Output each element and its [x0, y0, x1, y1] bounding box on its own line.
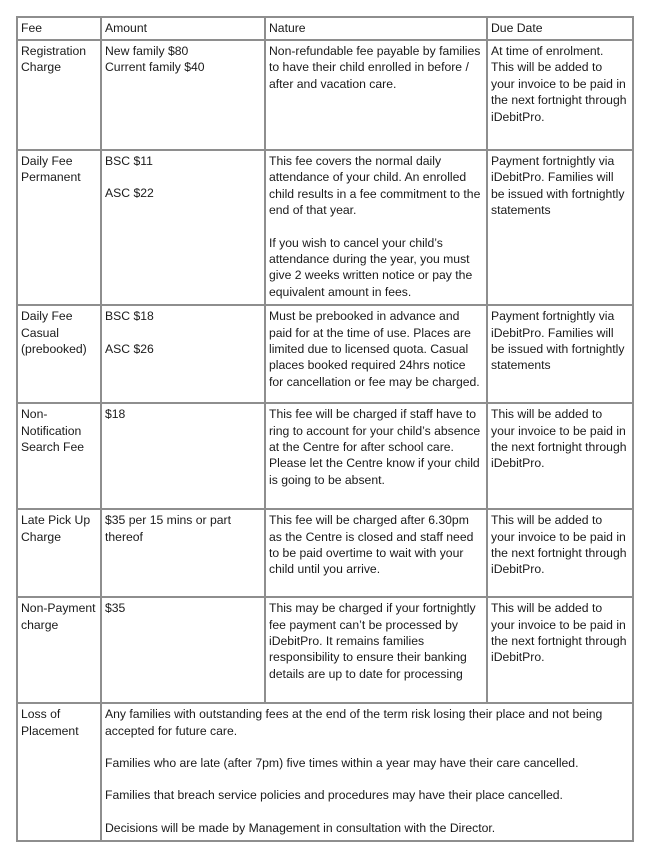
due-date-cell: This will be added to your invoice to be paid in the next fortnight through iDebitPro.: [487, 509, 633, 597]
table-row-daily-fee-permanent: [17, 150, 633, 305]
fee-cell: Non-Notification Search Fee: [17, 403, 101, 509]
due-date-cell: Payment fortnightly via iDebitPro. Families will be issued with fortnightly statements: [487, 150, 633, 305]
nature-cell: This fee will be charged if staff have to ring to account for your child’s absence at the Centre for after school care. Please let the Centre know if your child is going to be absent.: [265, 403, 487, 509]
policy-paragraph: Any families with outstanding fees at the end of the term risk losing their place and not being accepted for future care.: [105, 707, 603, 738]
table-row-registration: [17, 40, 633, 150]
header-due-date: Due Date: [487, 17, 633, 40]
amount-cell: [101, 305, 265, 403]
amount-cell: [101, 150, 265, 305]
fee-cell: Loss of Placement: [17, 703, 101, 841]
table-row-non-payment: [17, 597, 633, 703]
table-row-daily-fee-casual: [17, 305, 633, 403]
amount-line: Current family $40: [105, 60, 205, 75]
fee-cell: Daily Fee Casual (prebooked): [17, 305, 101, 403]
loss-of-placement-notes: [101, 703, 633, 841]
policy-paragraph: Decisions will be made by Management in consultation with the Director.: [105, 820, 496, 835]
nature-cell: Non-refundable fee payable by families to have their child enrolled in before / after and vacation care.: [265, 40, 487, 150]
fee-cell: Registration Charge: [17, 40, 101, 150]
fee-cell: Late Pick Up Charge: [17, 509, 101, 597]
amount-line: New family $80: [105, 44, 189, 58]
fee-cell: Non-Payment charge: [17, 597, 101, 703]
amount-line: BSC $11: [105, 154, 153, 168]
amount-line: ASC $22: [105, 186, 154, 201]
fee-schedule-table: [16, 16, 634, 842]
amount-cell: $18: [101, 403, 265, 509]
policy-paragraph: Families that breach service policies and procedures may have their place cancelled.: [105, 788, 563, 803]
nature-cell: Must be prebooked in advance and paid for at the time of use. Places are limited due to licensed quota. Casual places booked required 24hrs notice for cancellation or fee may be charged.: [265, 305, 487, 403]
nature-paragraph: If you wish to cancel your child’s attendance during the year, you must give 2 weeks written notice or pay the equivalent amount in fees.: [269, 235, 473, 299]
due-date-cell: This will be added to your invoice to be paid in the next fortnight through iDebitPro.: [487, 597, 633, 703]
nature-cell: [265, 150, 487, 305]
amount-line: ASC $26: [105, 341, 154, 356]
table-row-late-pick-up: [17, 509, 633, 597]
header-nature: Nature: [265, 17, 487, 40]
amount-cell: [101, 40, 265, 150]
amount-cell: $35 per 15 mins or part thereof: [101, 509, 265, 597]
table-row-loss-of-placement: [17, 703, 633, 841]
header-row: [17, 17, 633, 40]
due-date-cell: At time of enrolment. This will be added to your invoice to be paid in the next fortnight through iDebitPro.: [487, 40, 633, 150]
policy-paragraph: Families who are late (after 7pm) five times within a year may have their care cancelled.: [105, 756, 579, 771]
fee-cell: Daily Fee Permanent: [17, 150, 101, 305]
header-amount: Amount: [101, 17, 265, 40]
nature-cell: This fee will be charged after 6.30pm as the Centre is closed and staff need to be paid overtime to wait with your child until you arrive.: [265, 509, 487, 597]
nature-cell: This may be charged if your fortnightly fee payment can’t be processed by iDebitPro. It remains families responsibility to ensure their banking details are up to date for processing: [265, 597, 487, 703]
amount-cell: $35: [101, 597, 265, 703]
header-fee: Fee: [17, 17, 101, 40]
nature-paragraph: This fee covers the normal daily attendance of your child. An enrolled child results in a fee commitment to the end of that year.: [269, 154, 481, 218]
due-date-cell: Payment fortnightly via iDebitPro. Families will be issued with fortnightly statements: [487, 305, 633, 403]
due-date-cell: This will be added to your invoice to be paid in the next fortnight through iDebitPro.: [487, 403, 633, 509]
amount-line: BSC $18: [105, 309, 154, 324]
table-row-non-notification: [17, 403, 633, 509]
